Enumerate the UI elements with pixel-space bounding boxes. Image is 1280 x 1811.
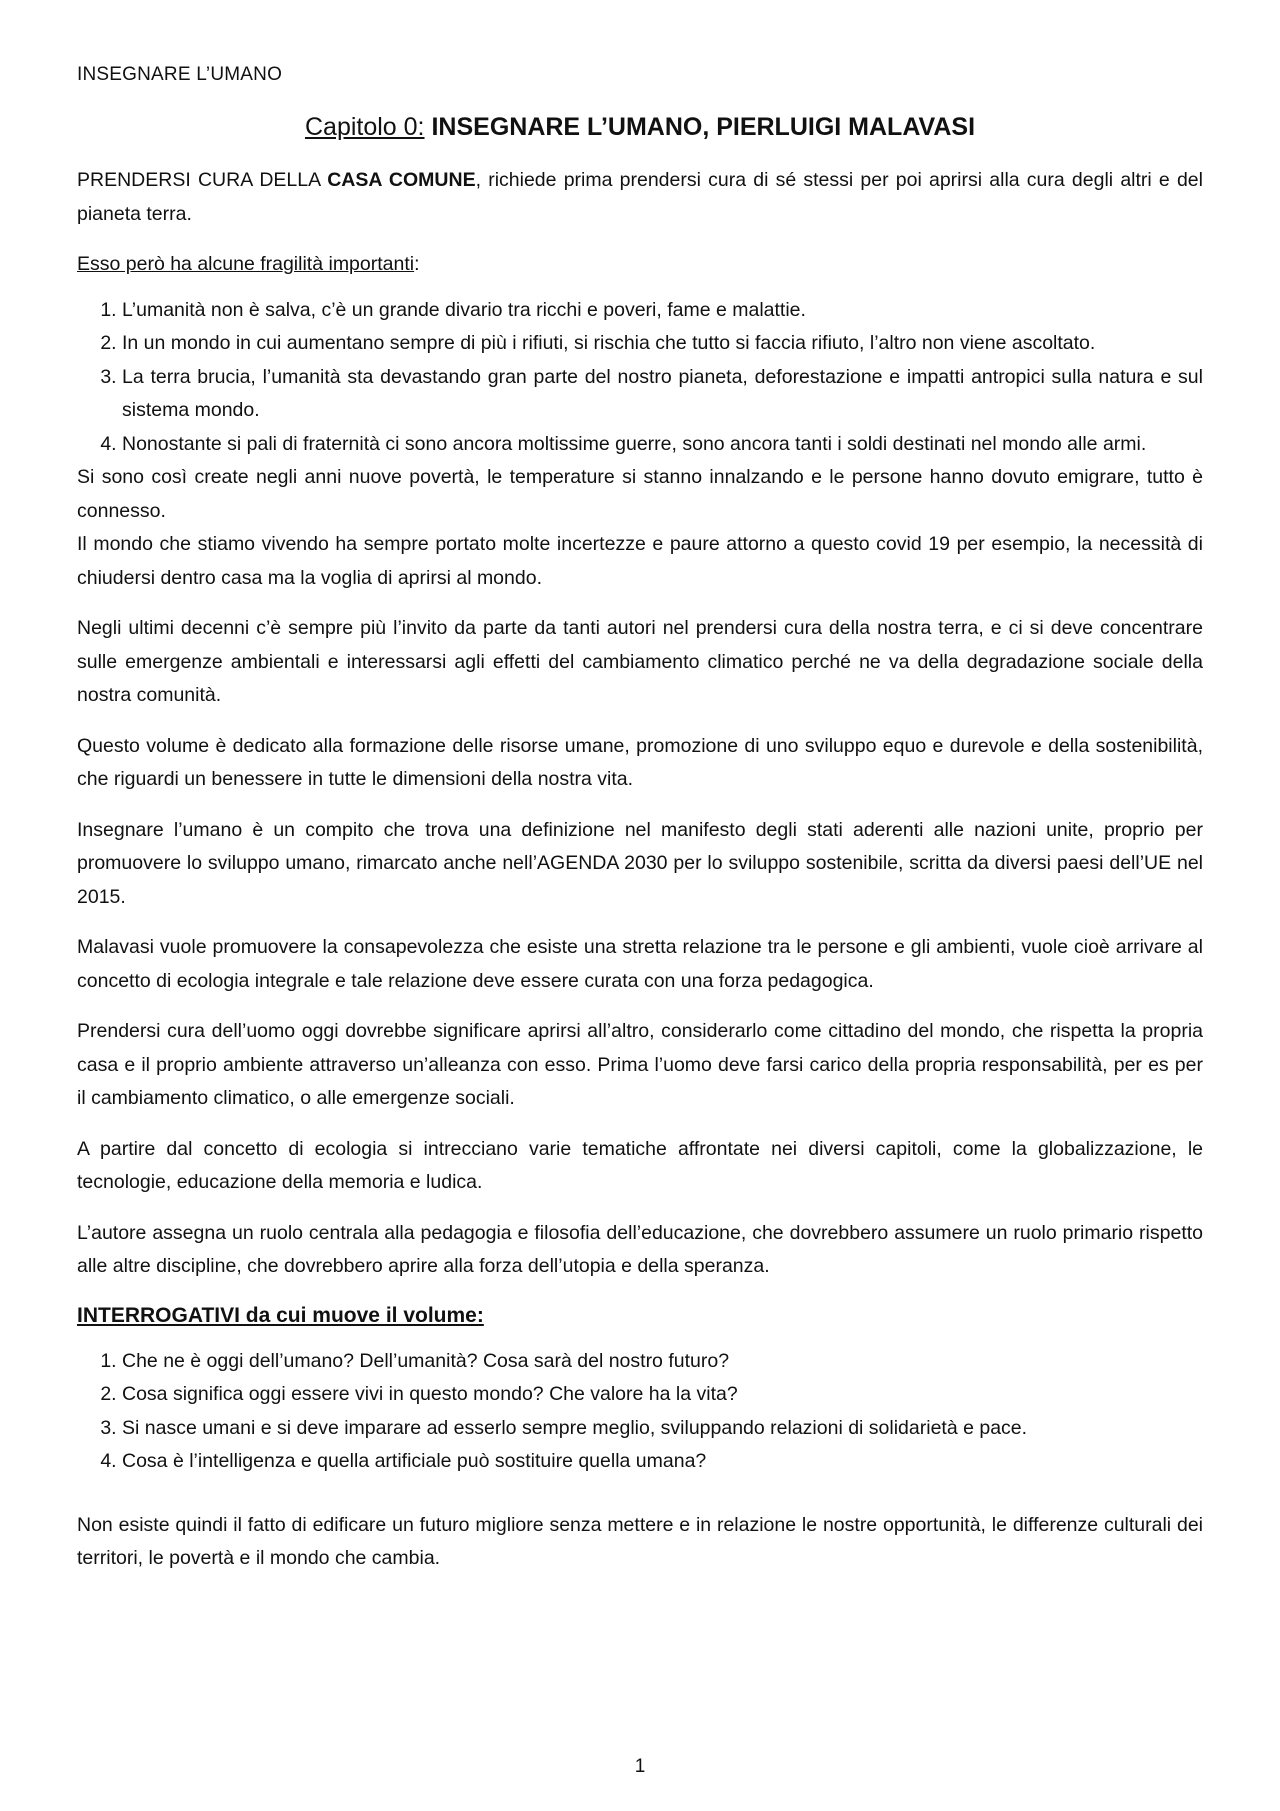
fragility-heading — [77, 248, 1203, 282]
paragraph-care-of-man: Prendersi cura dell’uomo oggi dovrebbe significare aprirsi all’altro, considerarlo come cittadino del mondo, che rispetta la propria casa e il proprio ambiente attraverso un’alleanza con esso. Prima l’uomo deve farsi carico della propria responsabilità, per es per il cambiamento climatico, o alle emergenze sociali. — [77, 1020, 1203, 1109]
chapter-title — [77, 110, 1203, 144]
paragraph-volume-purpose: Questo volume è dedicato alla formazione delle risorse umane, promozione di uno sviluppo equo e durevole e della sostenibilità, che riguardi un benessere in tutte le dimensioni della nostra vita. — [77, 734, 1203, 790]
running-header: INSEGNARE L’UMANO — [77, 64, 283, 85]
questions-list — [77, 1345, 1203, 1479]
fragility-heading-colon: : — [414, 253, 420, 275]
intro-rest: , richiede prima prendersi cura di sé stessi per poi aprirsi alla cura degli altri e del pianeta terra. — [77, 169, 1203, 225]
paragraph-malavasi: Malavasi vuole promuovere la consapevolezza che esiste una stretta relazione tra le persone e gli ambienti, vuole cioè arrivare al concetto di ecologia integrale e tale relazione deve essere curata con una forza pedagogica. — [77, 936, 1203, 992]
list-item: 2. Cosa significa oggi essere vivi in questo mondo? Che valore ha la vita? — [122, 1378, 1203, 1412]
chapter-prefix: Capitolo 0: — [304, 113, 425, 141]
list-item: 4. Cosa è l’intelligenza e quella artificiale può sostituire quella umana? — [122, 1445, 1203, 1479]
list-item: 1. L’umanità non è salva, c’è un grande divario tra ricchi e poveri, fame e malattie. — [122, 294, 1203, 328]
intro-lead: PRENDERSI CURA DELLA — [77, 169, 328, 191]
list-item: 3. Si nasce umani e si deve imparare ad esserlo sempre meglio, sviluppando relazioni di solidarietà e pace. — [122, 1412, 1203, 1446]
list-item: 2. In un mondo in cui aumentano sempre di più i rifiuti, si rischia che tutto si faccia rifiuto, l’altro non viene ascoltato. — [122, 327, 1203, 361]
paragraph-new-poverty: Si sono così create negli anni nuove povertà, le temperature si stanno innalzando e le persone hanno dovuto emigrare, tutto è connesso. — [77, 466, 1203, 522]
questions-heading: INTERROGATIVI da cui muove il volume: — [77, 1303, 484, 1327]
conclusion-paragraph: Non esiste quindi il fatto di edificare un futuro migliore senza mettere e in relazione le nostre opportunità, le differenze culturali dei territori, le povertà e il mondo che cambia. — [77, 1513, 1203, 1569]
page-number: 1 — [634, 1756, 646, 1777]
paragraph-agenda-2030: Insegnare l’umano è un compito che trova una definizione nel manifesto degli stati aderenti alle nazioni unite, proprio per promuovere lo sviluppo umano, rimarcato anche nell’AGENDA 2030 per lo sviluppo sostenibile, scritta da diversi paesi dell’UE nel 2015. — [77, 818, 1203, 908]
paragraph-pedagogy: L’autore assegna un ruolo centrala alla pedagogia e filosofia dell’educazione, che dovrebbero assumere un ruolo primario rispetto alle altre discipline, che dovrebbero aprire alla forza dell’utopia e della speranza. — [77, 1221, 1203, 1277]
paragraph-covid: Il mondo che stiamo vivendo ha sempre portato molte incertezze e paure attorno a questo covid 19 per esempio, la necessità di chiudersi dentro casa ma la voglia di aprirsi al mondo. — [77, 533, 1203, 589]
list-item: 3. La terra brucia, l’umanità sta devastando gran parte del nostro pianeta, deforestazione e impatti antropici sulla natura e sul sistema mondo. — [122, 361, 1203, 428]
paragraph-recent-decades: Negli ultimi decenni c’è sempre più l’invito da parte da tanti autori nel prendersi cura della nostra terra, e ci si deve concentrare sulle emergenze ambientali e interessarsi agli effetti del cambiamento climatico perché ne va della degradazione sociale della nostra comunità. — [77, 617, 1203, 706]
list-item: 4. Nonostante si pali di fraternità ci sono ancora moltissime guerre, sono ancora tanti i soldi destinati nel mondo alle armi. — [122, 428, 1203, 462]
paragraph-ecology: A partire dal concetto di ecologia si intrecciano varie tematiche affrontate nei diversi capitoli, come la globalizzazione, le tecnologie, educazione della memoria e ludica. — [77, 1137, 1203, 1193]
list-item: 1. Che ne è oggi dell’umano? Dell’umanità? Cosa sarà del nostro futuro? — [122, 1345, 1203, 1379]
chapter-main-title: INSEGNARE L’UMANO, PIERLUIGI MALAVASI — [431, 113, 976, 141]
intro-paragraph — [77, 164, 1203, 231]
intro-bold-term: CASA COMUNE — [327, 169, 476, 191]
fragility-list — [77, 294, 1203, 462]
fragility-heading-text: Esso però ha alcune fragilità importanti — [77, 253, 415, 275]
